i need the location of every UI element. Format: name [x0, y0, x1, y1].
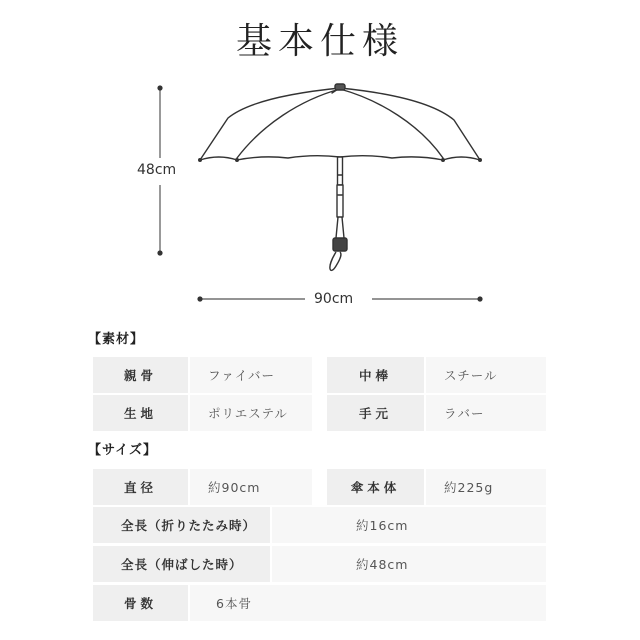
size-section-label: 【サイズ】 [88, 443, 157, 458]
spec-value-extended-length: 約48cm [272, 546, 546, 582]
spec-value-ribs: 6本骨 [190, 585, 546, 621]
spec-value-fabric: ポリエステル [190, 395, 312, 431]
spec-value-handle: ラバー [426, 395, 546, 431]
spec-key-folded-length: 全長（折りたたみ時） [93, 507, 270, 543]
spec-key-diameter: 直径 [93, 469, 188, 505]
spec-key-fabric: 生地 [93, 395, 188, 431]
spec-value-diameter: 約90cm [190, 469, 312, 505]
spec-value-shaft: スチール [426, 357, 546, 393]
spec-key-frame: 親骨 [93, 357, 188, 393]
material-section-label: 【素材】 [88, 332, 145, 347]
spec-key-handle: 手元 [327, 395, 424, 431]
spec-value-frame: ファイバー [190, 357, 312, 393]
spec-key-weight: 傘本体 [327, 469, 424, 505]
spec-key-extended-length: 全長（伸ばした時） [93, 546, 270, 582]
spec-key-ribs: 骨数 [93, 585, 188, 621]
spec-value-folded-length: 約16cm [272, 507, 546, 543]
page-title: 基本仕様 [235, 21, 404, 62]
spec-value-weight: 約225g [426, 469, 546, 505]
height-dimension-label: 48cm [137, 162, 177, 178]
spec-key-shaft: 中棒 [327, 357, 424, 393]
diameter-dimension-label: 90cm [314, 291, 354, 307]
